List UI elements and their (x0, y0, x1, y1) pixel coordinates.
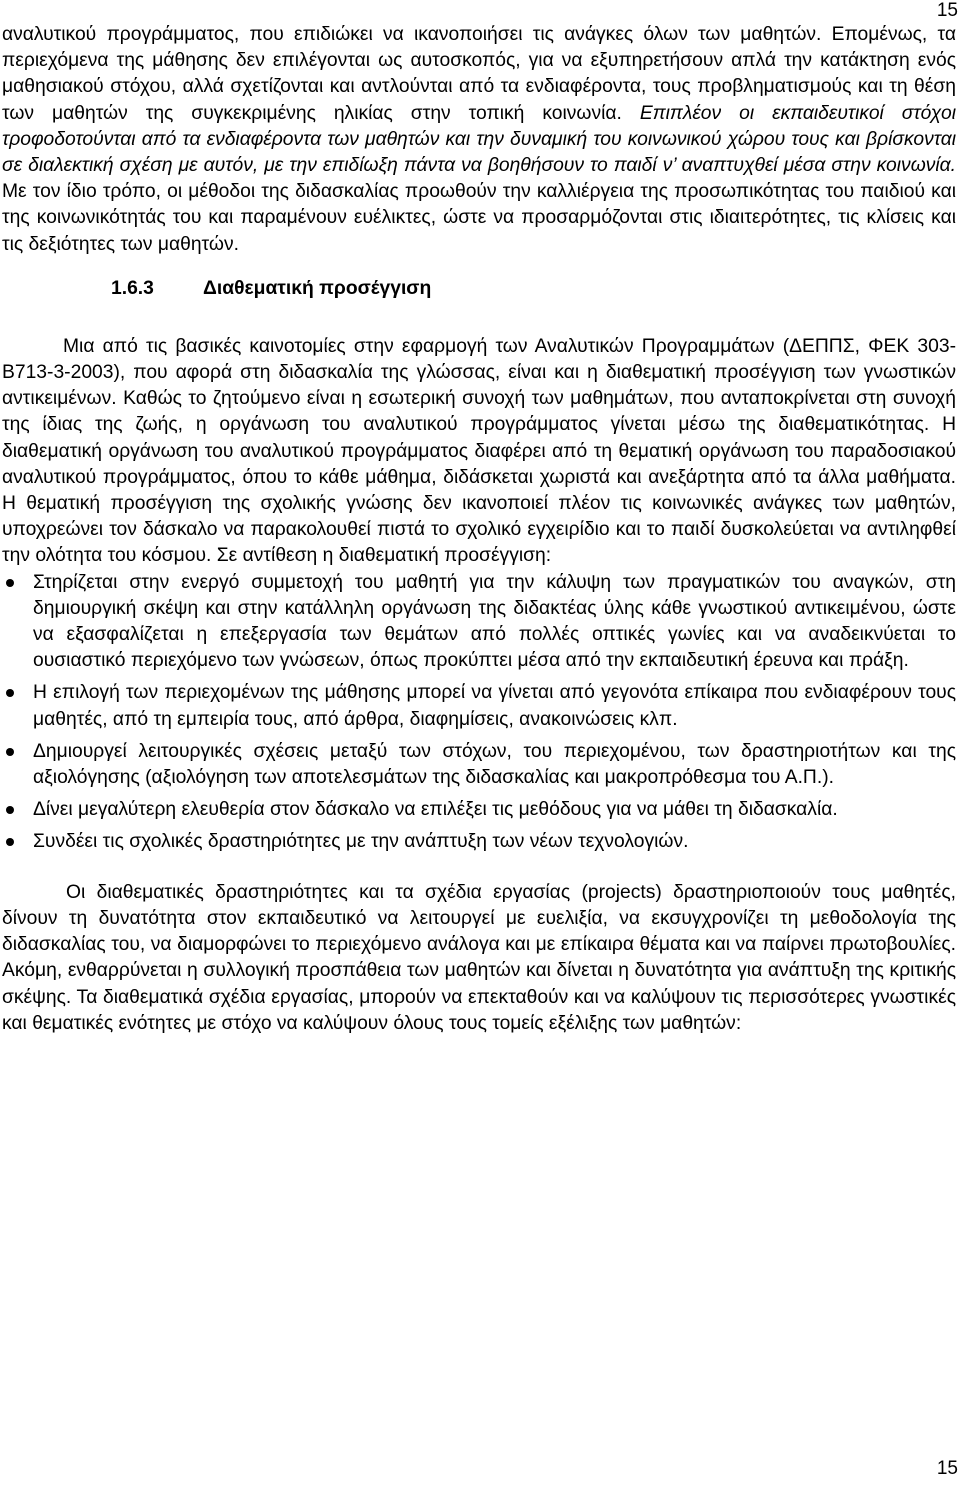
section-title: Διαθεματική προσέγγιση (203, 277, 432, 299)
paragraph-2: Οι διαθεματικές δραστηριότητες και τα σχέδια εργασίας (projects) δραστηριοποιούν τους μαθητές, δίνουν τη δυνατότητα στον εκπαιδευτικό να λειτουργεί με ευελιξία, να εκσυγχρονίζει τη μεθοδολογία της διδασκαλίας του, να διαμορφώνει το περιεχόμενο ανάλογα και με επίκαιρα θέματα και να παίρνει πρωτοβουλίες. Ακόμη, ενθαρρύνεται η συλλογική προσπάθεια των μαθητών και δίνεται η δυνατότητα για ανάπτυξη της κριτικής σκέψης. Τα διαθεματικά σχέδια εργασίας, μπορούν να επεκταθούν και να καλύψουν τις περισσότερες γνωστικές και θεματικές ενότητες με στόχο να καλύψουν όλους τους τομείς εξέλιξης των μαθητών: (2, 881, 956, 1034)
list-item (2, 829, 956, 855)
list-item (2, 739, 956, 791)
bullet-icon (6, 748, 14, 756)
bullet-list (2, 570, 956, 856)
bullet-icon (6, 689, 14, 697)
intro-text-part1: αναλυτικού προγράμματος, που επιδιώκει να ικανοποιήσει τις ανάγκες όλων των μαθητών. Επομένως, τα περιεχόμενα της μάθησης δεν επιλέγονται ως αυτοσκοπός, για να εξυπηρετήσουν απλά την κατάκτηση ενός μαθησιακού στόχου, αλλά σχετίζονται και αντλούνται από τα ενδιαφέροντα, τους προβληματισμούς και τη θέση των μαθητών της συγκεκριμένης ηλικίας στην τοπική κοινωνία. (2, 24, 956, 124)
list-item-text: Η επιλογή των περιεχομένων της μάθησης μπορεί να γίνεται από γεγονότα επίκαιρα που ενδιαφέρουν τους μαθητές, από τη εμπειρία τους, από άρθρα, διαφημίσεις, ανακοινώσεις κλπ. (33, 682, 956, 730)
intro-paragraph (2, 22, 956, 258)
bullet-icon (6, 579, 14, 587)
intro-text-italic: Επιπλέον οι εκπαιδευτικοί στόχοι τροφοδοτούνται από τα ενδιαφέροντα των μαθητών και την δυναμική του κοινωνικού χώρου τους και βρίσκονται σε διαλεκτική σχέση με αυτόν, με την επιδίωξη πάντα να βοηθήσουν το παιδί ν’ αναπτυχθεί μέσα στην κοινωνία. (2, 102, 957, 177)
list-item-text: Δίνει μεγαλύτερη ελευθερία στον δάσκαλο να επιλέξει τις μεθόδους για να μάθει τη διδασκαλία. (33, 799, 838, 821)
bullet-icon (6, 806, 14, 814)
section-number: 1.6.3 (111, 277, 154, 299)
page-number-bottom: 15 (936, 1458, 958, 1479)
paragraph-1: Μια από τις βασικές καινοτομίες στην εφαρμογή των Αναλυτικών Προγραμμάτων (ΔΕΠΠΣ, ΦΕΚ 303-Β713-3-2003), που αφορά στη διδασκαλία της γλώσσας, είναι και η διαθεματική προσέγγιση των γνωστικών αντικειμένων. Καθώς το ζητούμενο είναι η εσωτερική συνοχή των μαθημάτων, που ανταποκρίνεται στη συνοχή της ίδιας της ζωής, η οργάνωση του αναλυτικού προγράμματος γίνεται μέσω της διαθεματικότητας. Η διαθεματική οργάνωση του αναλυτικού προγράμματος διαφέρει από τη θεματική οργάνωση του παραδοσιακού αναλυτικού προγράμματος, όπου το κάθε μάθημα, διδάσκεται χωριστά και ανεξάρτητα από τα άλλα μαθήματα. Η θεματική προσέγγιση της σχολικής γνώσης δεν ικανοποιεί πλέον τις κοινωνικές ανάγκες των μαθητών, υποχρεώνει τον δάσκαλο να παρακολουθεί πιστά το σχολικό εγχειρίδιο και το παιδί δυσκολεύεται να αντιληφθεί την ολότητα του κόσμου. Σε αντίθεση η διαθεματική προσέγγιση: (2, 335, 956, 567)
bullet-icon (6, 838, 14, 846)
intro-text-part2: Με τον ίδιο τρόπο, οι μέθοδοι της διδασκαλίας προωθούν την καλλιέργεια της προσωπικότητας του παιδιού και της κοινωνικότητάς του και παραμένουν ευέλικτες, ώστε να προσαρμόζονται στις ιδιαιτερότητες, τις κλίσεις και τις δεξιότητες των μαθητών. (2, 181, 956, 255)
section-heading (2, 276, 956, 302)
page-number-top: 15 (936, 0, 958, 21)
list-item-text: Συνδέει τις σχολικές δραστηριότητες με την ανάπτυξη των νέων τεχνολογιών. (33, 831, 689, 853)
list-item (2, 680, 956, 732)
list-item (2, 570, 956, 675)
list-item-text: Δημιουργεί λειτουργικές σχέσεις μεταξύ των στόχων, του περιεχομένου, των δραστηριοτήτων και της αξιολόγησης (αξιολόγηση των αποτελεσμάτων της διδασκαλίας και μακροπρόθεσμα του Α.Π.). (33, 740, 956, 789)
document-body (2, 22, 956, 1037)
list-item (2, 797, 956, 823)
list-item-text: Στηρίζεται στην ενεργό συμμετοχή του μαθητή για την κάλυψη των πραγματικών του αναγκών, στη δημιουργική σκέψη και στην κατάλληλη οργάνωση της διδακτέας ύλης κάθε γνωστικού αντικειμένου, ώστε να εξασφαλίζεται η επεξεργασία των θεμάτων από πολλές οπτικές γωνίες και να αναδεικνύεται το ουσιαστικό περιεχόμενο των γνώσεων, όπως προκύπτει μέσα από την εκπαιδευτική έρευνα και πράξη. (33, 571, 956, 672)
